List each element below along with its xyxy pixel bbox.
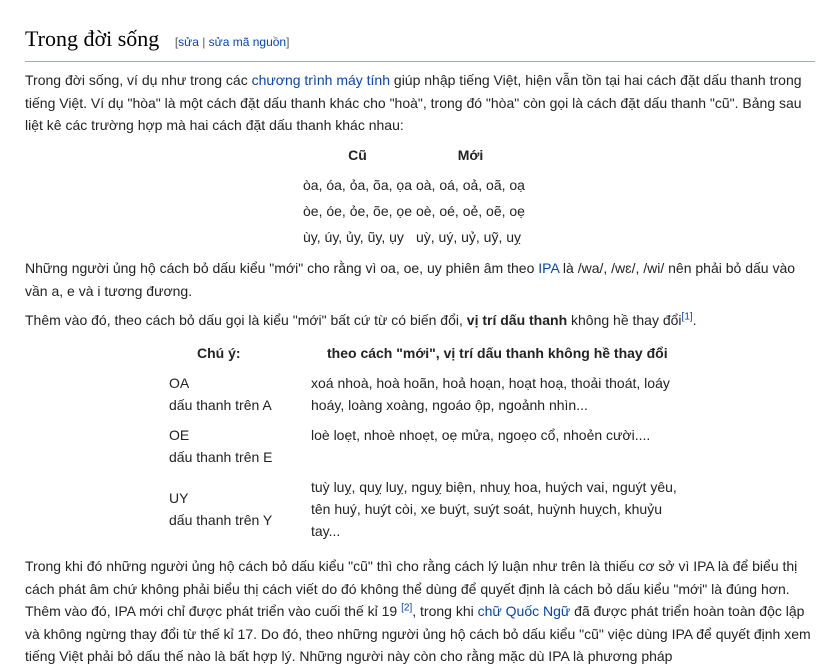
article-section <box>25 22 815 668</box>
bold-text: vị trí dấu thanh <box>466 312 568 328</box>
table-row <box>167 422 683 474</box>
note-header-label: Chú ý: <box>197 344 241 361</box>
table-row <box>167 370 683 422</box>
reference-1-link[interactable]: [1] <box>681 311 693 323</box>
paragraph-position <box>25 309 815 332</box>
edit-source-link[interactable]: sửa mã nguồn <box>208 35 287 49</box>
section-title: Trong đời sống <box>25 26 160 51</box>
reference-2-link[interactable]: [2] <box>401 602 413 614</box>
table-cell <box>167 422 309 474</box>
table-cell: òe, óe, ỏe, õe, ọe <box>303 203 412 219</box>
table-cell: oà, oá, oả, oã, oạ <box>415 177 525 193</box>
table-cell: òa, óa, ỏa, õa, ọa <box>303 177 412 193</box>
paragraph-text: là /wa/, /wɛ/, /wi/ nên phải bỏ dấu vào vần a, e và i tương đương. <box>25 260 796 299</box>
paragraph-text: , trong khi <box>412 603 478 619</box>
table-cell: loè loẹt, nhoè nhoẹt, oẹ mửa, ngoẹo cổ, nhoẻn cười.... <box>311 427 651 443</box>
computer-program-link[interactable]: chương trình máy tính <box>251 72 391 88</box>
vowel-label: OA <box>169 375 190 391</box>
paragraph-text: không hề thay đổi <box>567 312 682 328</box>
edit-bracket-close: ] <box>286 35 290 49</box>
table-header-old: Cũ <box>348 146 367 163</box>
vowel-note: dấu thanh trên E <box>169 449 273 465</box>
paragraph-text: Thêm vào đó, theo cách bỏ dấu gọi là kiểu "mới" bất cứ từ có biến đổi, <box>25 312 467 328</box>
table-cell <box>167 474 309 548</box>
paragraph-text: giúp nhập tiếng Việt, hiện vẫn tồn tại hai cách đặt dấu thanh trong tiếng Việt. Ví dụ "hòa" là một cách đặt dấu thanh khác cho "hoà", trong đó "hòa" còn gọi là cách đặt dấu thanh "cũ". Bảng sau liệt kê các trường hợp mà hai cách đặt dấu thanh khác nhau: <box>25 72 802 133</box>
tone-comparison-table <box>301 141 527 251</box>
paragraph-text: Trong đời sống, ví dụ như trong các <box>25 72 252 88</box>
paragraph-text: . <box>692 312 697 328</box>
table-header-new: Mới <box>457 146 484 163</box>
vowel-note: dấu thanh trên Y <box>169 512 273 528</box>
table-cell: ùy, úy, ủy, ũy, ụy <box>303 229 404 245</box>
section-heading <box>25 22 815 62</box>
note-table <box>167 340 683 549</box>
note-header-text: theo cách "mới", vị trí dấu thanh không hề thay đổi <box>327 344 668 361</box>
table-row <box>301 224 527 250</box>
table-cell: xoá nhoà, hoà hoãn, hoả hoạn, hoạt hoạ, thoải thoát, loáy hoáy, loàng xoàng, ngoáo ộp, ngoảnh nhìn... <box>311 375 670 413</box>
paragraph-intro <box>25 69 815 137</box>
table-row <box>301 172 527 198</box>
paragraph-ipa <box>25 257 815 302</box>
edit-separator: | <box>198 35 209 49</box>
table-row <box>301 198 527 224</box>
paragraph-text: Trong khi đó những người ủng hộ cách bỏ dấu kiểu "cũ" thì cho rằng cách lý luận như trên là thiếu cơ sở vì IPA là để biểu thị cách phát âm chứ không phải biểu thị cách viết do đó không thể dùng để quyết định là cách bỏ dấu kiểu "mới" là đúng hơn. Thêm vào đó, IPA mới chỉ được phát triển vào cuối thế kỉ 19 <box>25 558 798 619</box>
paragraph-counterargument <box>25 555 815 668</box>
quoc-ngu-link[interactable]: chữ Quốc Ngữ <box>477 603 571 619</box>
table-cell: oè, oé, oẻ, oẽ, oẹ <box>415 203 525 219</box>
edit-links <box>175 35 290 49</box>
vowel-note: dấu thanh trên A <box>169 397 272 413</box>
table-cell: uỳ, uý, uỷ, uỹ, uỵ <box>415 229 522 245</box>
paragraph-text: Những người ủng hộ cách bỏ dấu kiểu "mới" cho rằng vì oa, oe, uy phiên âm theo <box>25 260 539 276</box>
table-row <box>167 474 683 548</box>
edit-bracket-open: [ <box>174 35 179 49</box>
ipa-link[interactable]: IPA <box>538 260 560 276</box>
paragraph-text: đã được phát triển hoàn toàn độc lập và không ngừng thay đổi từ thế kỉ 17. Do đó, theo những người ủng hộ cách bỏ dấu kiểu "cũ" việc dùng IPA để quyết định xem tiếng Việt phải bỏ dấu thế nào là bất hợp lý. Những người này còn cho rằng mặc dù IPA là phương pháp <box>25 603 811 664</box>
table-cell <box>167 370 309 422</box>
vowel-label: UY <box>169 490 189 506</box>
edit-link[interactable]: sửa <box>178 35 199 49</box>
vowel-label: OE <box>169 427 190 443</box>
table-cell: tuỳ luỵ, quỵ luỵ, nguỵ biện, nhuỵ hoa, huých vai, nguýt yêu, tên huý, huýt còi, xe buýt, suýt soát, huỳnh huỵch, khuỷu tay... <box>311 479 677 539</box>
